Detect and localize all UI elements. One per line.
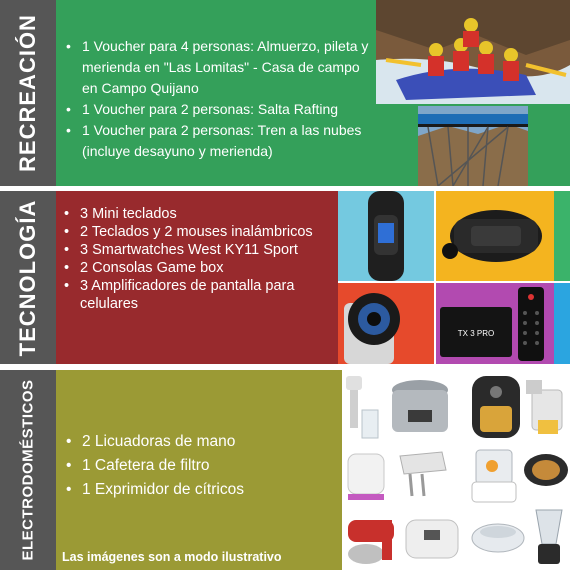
phone-lens-photo [338,283,434,364]
blender-image [536,510,562,564]
tv-box-photo [436,283,554,364]
waffle-maker-image [524,454,568,486]
list-item: • 3 Smartwatches West KY11 Sport [62,241,332,259]
section-sidebar [0,0,56,186]
tv-box-brand: TX 3 PRO [457,329,495,338]
section-title: TECNOLOGÍA [15,199,40,356]
food-processor-image [472,450,516,502]
list-item: • 2 Licuadoras de mano [64,430,334,454]
grater-image [526,380,562,434]
prize-list [64,430,334,502]
section-sidebar [0,370,56,570]
technology-images [338,191,570,364]
smartwatch-photo [338,191,434,281]
section-title: RECREACIÓN [15,14,40,172]
list-item: • 3 Mini teclados [62,205,332,223]
blue-strip [554,283,570,364]
section-panel [56,191,338,364]
rafting-photo [376,0,570,104]
list-item: • 1 Cafetera de filtro [64,454,334,478]
section-recreacion [0,0,570,186]
hand-mixer-image [400,452,446,496]
vr-headset-photo [436,191,554,281]
hand-blender-image [346,376,378,438]
recreation-images [376,0,570,186]
list-item: • 2 Teclados y 2 mouses inalámbricos [62,223,332,241]
list-item: • 1 Voucher para 4 personas: Almuerzo, pileta y merienda en "Las Lomitas" - Casa de campo en Campo Quijano [64,36,369,99]
list-item: • 1 Exprimidor de cítricos [64,478,334,502]
section-electrodomesticos [0,370,570,570]
section-panel [56,370,342,570]
section-title: ELECTRODOMÉSTICOS [19,379,37,561]
rice-cooker-image [392,380,448,432]
disclaimer-text: Las imágenes son a modo ilustrativo [62,550,282,564]
kettle-image [348,454,384,500]
yogurt-maker-image [472,524,524,552]
list-item: • 3 Amplificadores de pantalla para celulares [62,277,332,313]
appliance-collage [342,370,570,570]
green-strip [554,191,570,281]
air-fryer-image [472,376,520,438]
multicooker-image [406,520,458,558]
section-tecnologia [0,191,570,364]
train-photo [418,106,528,186]
stand-mixer-image [348,520,394,564]
prize-list [62,205,332,313]
appliance-images [342,370,570,570]
section-sidebar [0,191,56,364]
list-item: • 1 Voucher para 2 personas: Tren a las nubes (incluye desayuno y merienda) [64,120,369,162]
prize-list [64,36,369,162]
list-item: • 2 Consolas Game box [62,259,332,277]
section-panel [56,0,376,186]
list-item: • 1 Voucher para 2 personas: Salta Rafting [64,99,369,120]
